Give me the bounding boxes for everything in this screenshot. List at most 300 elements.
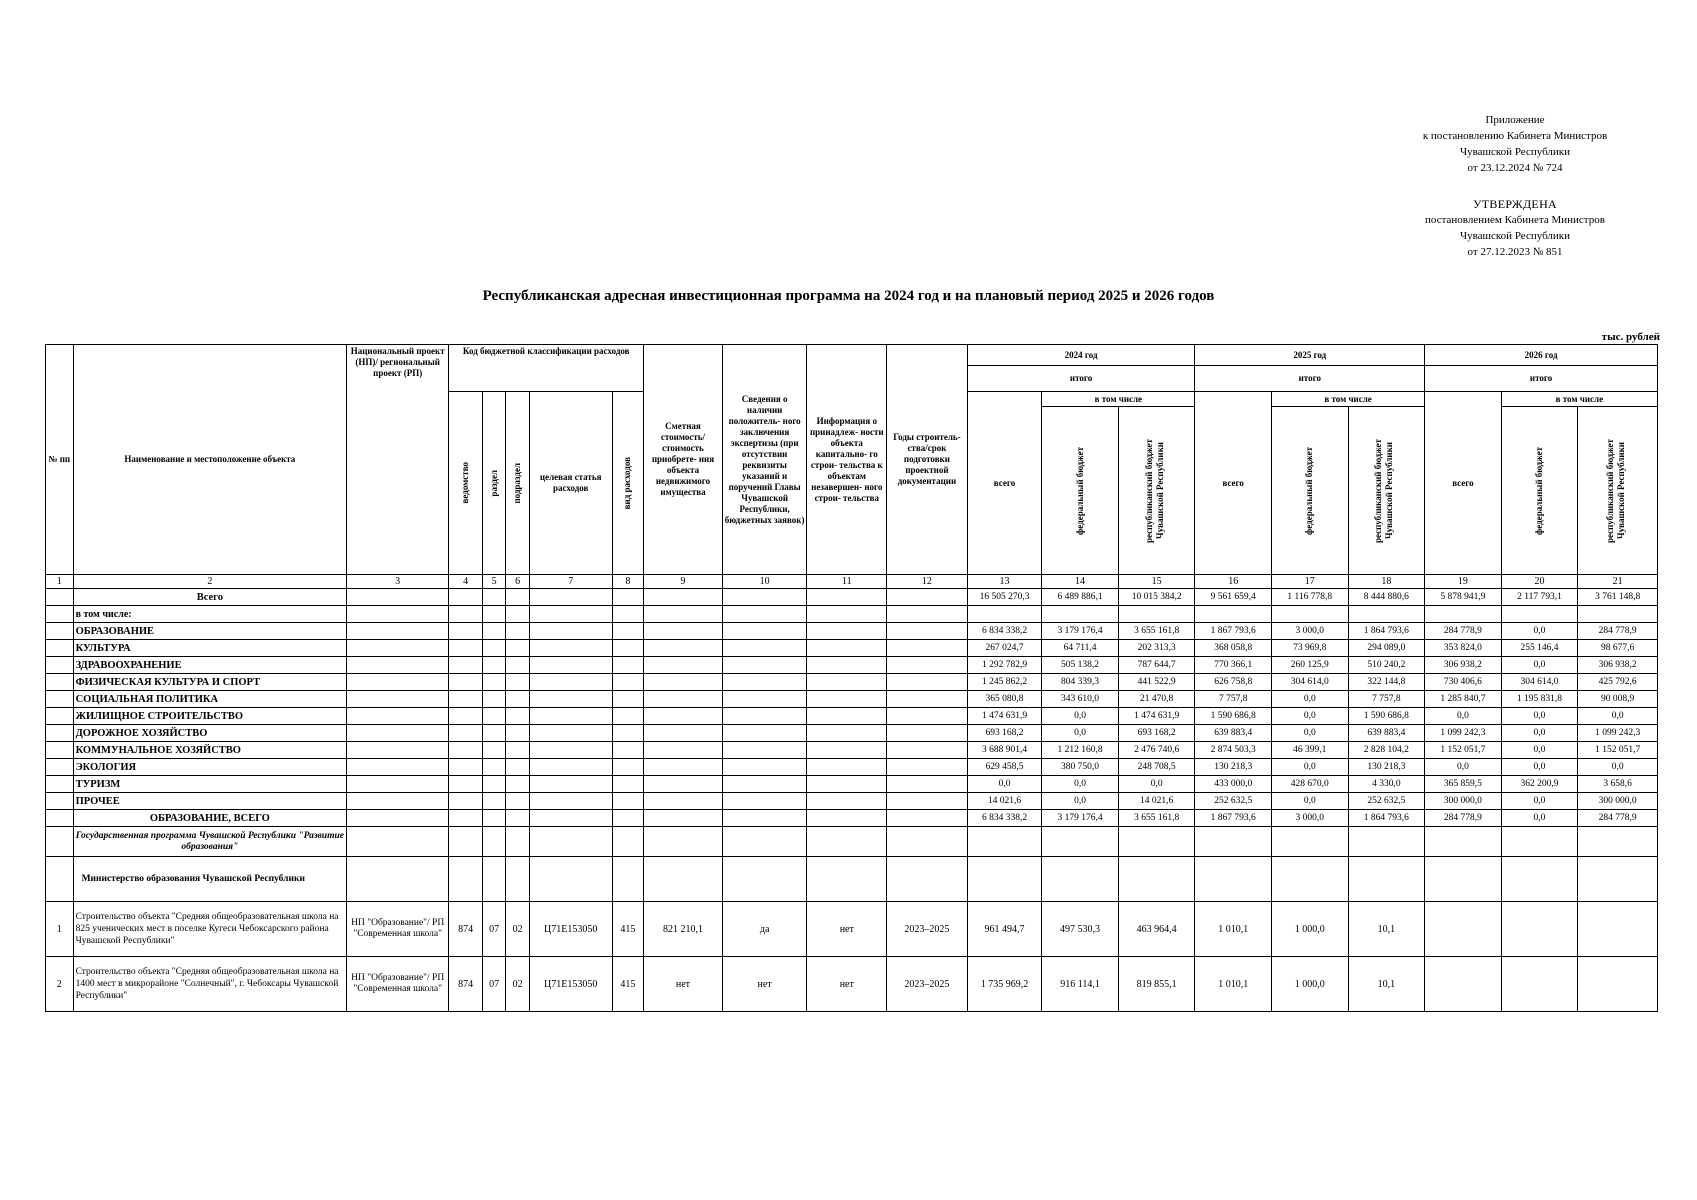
header-rep-2026 [1578, 407, 1658, 575]
object-number: 2 [46, 957, 74, 1012]
empty-cell [506, 708, 529, 725]
col-number: 8 [612, 575, 644, 589]
header-total-2026: всего [1425, 392, 1502, 575]
value-cell: 1 010,1 [1195, 957, 1272, 1012]
value-cell: 1 245 862,2 [967, 674, 1042, 691]
empty-cell [529, 742, 612, 759]
empty-cell [347, 640, 449, 657]
value-cell: 0,0 [1271, 793, 1348, 810]
value-cell: 7 757,8 [1348, 691, 1425, 708]
col-number: 3 [347, 575, 449, 589]
value-cell: 3 655 161,8 [1118, 810, 1195, 827]
value-cell: 3 761 148,8 [1578, 589, 1658, 606]
empty-cell [807, 708, 887, 725]
value-cell: 1 099 242,3 [1578, 725, 1658, 742]
object-cost: нет [644, 957, 723, 1012]
value-cell: 1 099 242,3 [1425, 725, 1502, 742]
value-cell: 365 080,8 [967, 691, 1042, 708]
empty-cell [644, 708, 723, 725]
value-cell: 0,0 [1118, 776, 1195, 793]
col-number: 17 [1271, 575, 1348, 589]
row-number [46, 623, 74, 640]
header-total-2025: всего [1195, 392, 1272, 575]
units-label: тыс. рублей [1601, 331, 1660, 343]
row-number [46, 793, 74, 810]
header-rep-2025 [1348, 407, 1425, 575]
empty-cell [529, 623, 612, 640]
row-number [46, 708, 74, 725]
value-cell: 260 125,9 [1271, 657, 1348, 674]
empty-cell [644, 691, 723, 708]
empty-cell [482, 674, 505, 691]
value-cell: 365 859,5 [1425, 776, 1502, 793]
value-cell: 819 855,1 [1118, 957, 1195, 1012]
header-incl-2026: в том числе [1501, 392, 1657, 407]
value-cell: 6 834 338,2 [967, 810, 1042, 827]
header-itogo: итого [1425, 366, 1658, 392]
empty-cell [722, 776, 807, 793]
value-cell: 353 824,0 [1425, 640, 1502, 657]
empty-cell [482, 623, 505, 640]
value-cell: 1 010,1 [1195, 902, 1272, 957]
object-years: 2023–2025 [887, 957, 968, 1012]
value-cell: 130 218,3 [1348, 759, 1425, 776]
empty-cell [482, 725, 505, 742]
empty-cell [722, 793, 807, 810]
value-cell: 3 000,0 [1271, 623, 1348, 640]
empty-cell [887, 742, 968, 759]
approved-line: Чувашской Республики [1459, 230, 1571, 242]
value-cell: 497 530,3 [1042, 902, 1119, 957]
value-cell: 1 735 969,2 [967, 957, 1042, 1012]
empty-cell [529, 708, 612, 725]
value-cell: 1 864 793,6 [1348, 623, 1425, 640]
value-cell: 284 778,9 [1578, 810, 1658, 827]
object-dept: 874 [449, 957, 483, 1012]
empty-cell [887, 725, 968, 742]
empty-cell [612, 793, 644, 810]
empty-cell [612, 657, 644, 674]
header-vr [612, 392, 644, 575]
value-cell: 428 670,0 [1271, 776, 1348, 793]
including-row [46, 606, 1658, 623]
value-cell: 2 476 740,6 [1118, 742, 1195, 759]
header-fed-2024 [1042, 407, 1119, 575]
empty-cell [506, 674, 529, 691]
empty-cell [807, 793, 887, 810]
value-cell: 693 168,2 [1118, 725, 1195, 742]
value-cell: 0,0 [1425, 708, 1502, 725]
object-row [46, 902, 1658, 957]
value-cell: 3 658,6 [1578, 776, 1658, 793]
empty-cell [807, 725, 887, 742]
approved-date: от 27.12.2023 № 851 [1467, 246, 1563, 258]
value-cell [1578, 957, 1658, 1012]
value-cell: 267 024,7 [967, 640, 1042, 657]
value-cell: 0,0 [1271, 759, 1348, 776]
empty-cell [887, 793, 968, 810]
section-row [46, 657, 1658, 674]
header-np: Национальный проект (НП)/ региональный проект (РП) [347, 345, 449, 575]
value-cell: 510 240,2 [1348, 657, 1425, 674]
value-cell: 252 632,5 [1195, 793, 1272, 810]
value-cell: 0,0 [1501, 759, 1578, 776]
appendix-line: к постановлению Кабинета Министров [1422, 130, 1608, 142]
value-cell: 294 089,0 [1348, 640, 1425, 657]
header-year-2024: 2024 год [967, 345, 1195, 366]
empty-cell [612, 776, 644, 793]
value-cell: 1 000,0 [1271, 902, 1348, 957]
object-row [46, 957, 1658, 1012]
empty-cell [529, 793, 612, 810]
empty-cell [347, 776, 449, 793]
empty-cell [506, 725, 529, 742]
value-cell: 284 778,9 [1425, 810, 1502, 827]
value-cell [1501, 902, 1578, 957]
section-label: ДОРОЖНОЕ ХОЗЯЙСТВО [73, 725, 347, 742]
header-total-2024: всего [967, 392, 1042, 575]
object-razdel: 07 [482, 902, 505, 957]
section-row [46, 640, 1658, 657]
value-cell [1578, 902, 1658, 957]
header-name: Наименование и местоположение объекта [73, 345, 347, 575]
value-cell: 6 834 338,2 [967, 623, 1042, 640]
col-number: 16 [1195, 575, 1272, 589]
empty-cell [529, 725, 612, 742]
value-cell: 693 168,2 [967, 725, 1042, 742]
section-row [46, 708, 1658, 725]
value-cell: 252 632,5 [1348, 793, 1425, 810]
col-number: 21 [1578, 575, 1658, 589]
value-cell [1425, 902, 1502, 957]
value-cell: 10,1 [1348, 902, 1425, 957]
value-cell: 3 655 161,8 [1118, 623, 1195, 640]
col-number: 13 [967, 575, 1042, 589]
header-fed-2026 [1501, 407, 1578, 575]
value-cell: 1 195 831,8 [1501, 691, 1578, 708]
empty-cell [347, 742, 449, 759]
value-cell: 0,0 [1501, 742, 1578, 759]
value-cell [1501, 957, 1578, 1012]
col-number: 20 [1501, 575, 1578, 589]
col-number: 14 [1042, 575, 1119, 589]
header-fed-label: федеральный бюджет [1533, 446, 1544, 535]
value-cell: 306 938,2 [1578, 657, 1658, 674]
empty-cell [644, 725, 723, 742]
empty-cell [347, 674, 449, 691]
empty-cell [722, 759, 807, 776]
col-number: 2 [73, 575, 347, 589]
empty-cell [449, 793, 483, 810]
empty-cell [482, 742, 505, 759]
value-cell: 4 330,0 [1348, 776, 1425, 793]
approved-heading: УТВЕРЖДЕНА [1472, 197, 1557, 211]
value-cell: 300 000,0 [1578, 793, 1658, 810]
header-podrazdel [506, 392, 529, 575]
empty-cell [887, 708, 968, 725]
value-cell: 1 864 793,6 [1348, 810, 1425, 827]
value-cell: 433 000,0 [1195, 776, 1272, 793]
ministry-row [46, 857, 1658, 902]
object-podrazdel: 02 [506, 902, 529, 957]
value-cell: 362 200,9 [1501, 776, 1578, 793]
value-cell: 639 883,4 [1195, 725, 1272, 742]
empty-cell [807, 640, 887, 657]
appendix-line: Чувашской Республики [1459, 146, 1571, 158]
approved-line: постановлением Кабинета Министров [1425, 214, 1605, 226]
empty-cell [722, 691, 807, 708]
appendix-block [1390, 112, 1640, 176]
value-cell: 3 179 176,4 [1042, 623, 1119, 640]
value-cell: 130 218,3 [1195, 759, 1272, 776]
object-cost: 821 210,1 [644, 902, 723, 957]
value-cell: 1 292 782,9 [967, 657, 1042, 674]
value-cell: 64 711,4 [1042, 640, 1119, 657]
empty-cell [449, 759, 483, 776]
empty-cell [887, 759, 968, 776]
object-csr: Ц71Е153050 [529, 902, 612, 957]
value-cell: 46 399,1 [1271, 742, 1348, 759]
value-cell: 626 758,8 [1195, 674, 1272, 691]
value-cell: 2 874 503,3 [1195, 742, 1272, 759]
row-number [46, 640, 74, 657]
header-rep-2024 [1118, 407, 1195, 575]
empty-cell [644, 742, 723, 759]
header-unfinished: Информация о принадлеж- ности объекта капитально- го строи- тельства к объектам незавершен- ного строи- тельства [807, 345, 887, 575]
empty-cell [722, 742, 807, 759]
value-cell: 0,0 [1042, 725, 1119, 742]
header-itogo: итого [967, 366, 1195, 392]
investment-program-table [45, 344, 1658, 1012]
col-number: 5 [482, 575, 505, 589]
empty-cell [529, 640, 612, 657]
empty-cell [449, 742, 483, 759]
empty-cell [347, 793, 449, 810]
empty-cell [612, 742, 644, 759]
empty-cell [347, 691, 449, 708]
value-cell: 1 152 051,7 [1578, 742, 1658, 759]
section-label: ПРОЧЕЕ [73, 793, 347, 810]
header-cost: Сметная стоимость/ стоимость приобрете- ния объекта недвижимого имущества [644, 345, 723, 575]
empty-cell [612, 759, 644, 776]
value-cell: 322 144,8 [1348, 674, 1425, 691]
object-number: 1 [46, 902, 74, 957]
empty-cell [506, 776, 529, 793]
empty-cell [644, 623, 723, 640]
header-fed-label: федеральный бюджет [1304, 446, 1315, 535]
empty-cell [506, 623, 529, 640]
education-total-label: ОБРАЗОВАНИЕ, ВСЕГО [73, 810, 347, 827]
empty-cell [529, 776, 612, 793]
header-no: № пп [46, 345, 74, 575]
value-cell: 787 644,7 [1118, 657, 1195, 674]
value-cell: 0,0 [1271, 691, 1348, 708]
empty-cell [612, 640, 644, 657]
gov-program-row [46, 827, 1658, 857]
value-cell: 441 522,9 [1118, 674, 1195, 691]
object-csr: Ц71Е153050 [529, 957, 612, 1012]
empty-cell [807, 674, 887, 691]
section-row [46, 776, 1658, 793]
value-cell: 304 614,0 [1271, 674, 1348, 691]
value-cell: 0,0 [1501, 623, 1578, 640]
section-label: ТУРИЗМ [73, 776, 347, 793]
empty-cell [506, 691, 529, 708]
row-number [46, 657, 74, 674]
empty-cell [612, 674, 644, 691]
empty-cell [449, 776, 483, 793]
value-cell: 7 757,8 [1195, 691, 1272, 708]
value-cell: 0,0 [1271, 725, 1348, 742]
ministry-label: Министерство образования Чувашской Республики [73, 857, 347, 902]
empty-cell [887, 691, 968, 708]
value-cell: 90 008,9 [1578, 691, 1658, 708]
empty-cell [722, 640, 807, 657]
section-row [46, 793, 1658, 810]
value-cell: 14 021,6 [1118, 793, 1195, 810]
section-label: ФИЗИЧЕСКАЯ КУЛЬТУРА И СПОРТ [73, 674, 347, 691]
empty-cell [722, 657, 807, 674]
empty-cell [506, 640, 529, 657]
col-number: 18 [1348, 575, 1425, 589]
empty-cell [529, 691, 612, 708]
col-number: 11 [807, 575, 887, 589]
header-podrazdel-label: подраздел [512, 462, 523, 504]
col-number: 10 [722, 575, 807, 589]
value-cell: 0,0 [1501, 725, 1578, 742]
empty-cell [612, 725, 644, 742]
value-cell: 0,0 [1578, 708, 1658, 725]
value-cell: 304 614,0 [1501, 674, 1578, 691]
value-cell: 8 444 880,6 [1348, 589, 1425, 606]
section-label: КОММУНАЛЬНОЕ ХОЗЯЙСТВО [73, 742, 347, 759]
row-number [46, 674, 74, 691]
empty-cell [722, 708, 807, 725]
value-cell: 6 489 886,1 [1042, 589, 1119, 606]
empty-cell [482, 776, 505, 793]
header-fed-2025 [1271, 407, 1348, 575]
object-expertise: да [722, 902, 807, 957]
object-unfinished: нет [807, 957, 887, 1012]
value-cell: 255 146,4 [1501, 640, 1578, 657]
empty-cell [807, 691, 887, 708]
sections-body [46, 623, 1658, 810]
empty-cell [807, 742, 887, 759]
header-expertise: Сведения о наличии положитель- ного заключения экспертизы (при отсутствии реквизиты указаний и поручений Главы Чувашской Республики, бюджетных заявок) [722, 345, 807, 575]
value-cell: 21 470,8 [1118, 691, 1195, 708]
total-label: Всего [73, 589, 347, 606]
col-number: 9 [644, 575, 723, 589]
object-national-project: НП "Образование"/ РП "Современная школа" [347, 902, 449, 957]
col-number: 15 [1118, 575, 1195, 589]
column-number-row [46, 575, 1658, 589]
section-row [46, 623, 1658, 640]
empty-cell [612, 623, 644, 640]
value-cell: 1 212 160,8 [1042, 742, 1119, 759]
col-number: 7 [529, 575, 612, 589]
value-cell: 0,0 [1501, 657, 1578, 674]
header-razdel-label: раздел [488, 469, 499, 497]
value-cell: 0,0 [1042, 708, 1119, 725]
object-podrazdel: 02 [506, 957, 529, 1012]
empty-cell [347, 725, 449, 742]
empty-cell [529, 759, 612, 776]
empty-cell [347, 708, 449, 725]
empty-cell [644, 657, 723, 674]
header-dept [449, 392, 483, 575]
header-rep-label: республиканский бюджет Чувашской Республики [1604, 438, 1626, 543]
empty-cell [887, 623, 968, 640]
value-cell: 0,0 [1042, 776, 1119, 793]
header-year-2026: 2026 год [1425, 345, 1658, 366]
empty-cell [887, 674, 968, 691]
row-number [46, 776, 74, 793]
value-cell: 5 878 941,9 [1425, 589, 1502, 606]
education-total-row [46, 810, 1658, 827]
value-cell: 368 058,8 [1195, 640, 1272, 657]
gov-program-label: Государственная программа Чувашской Республики "Развитие образования" [73, 827, 347, 857]
empty-cell [347, 657, 449, 674]
empty-cell [506, 793, 529, 810]
value-cell: 639 883,4 [1348, 725, 1425, 742]
value-cell: 0,0 [1501, 708, 1578, 725]
col-number: 1 [46, 575, 74, 589]
value-cell: 0,0 [967, 776, 1042, 793]
empty-cell [529, 674, 612, 691]
object-expertise: нет [722, 957, 807, 1012]
value-cell: 1 867 793,6 [1195, 810, 1272, 827]
value-cell: 2 117 793,1 [1501, 589, 1578, 606]
empty-cell [449, 640, 483, 657]
value-cell [1425, 957, 1502, 1012]
empty-cell [449, 657, 483, 674]
empty-cell [482, 708, 505, 725]
empty-cell [807, 623, 887, 640]
appendix-date: от 23.12.2024 № 724 [1467, 162, 1563, 174]
empty-cell [612, 691, 644, 708]
section-label: КУЛЬТУРА [73, 640, 347, 657]
value-cell: 248 708,5 [1118, 759, 1195, 776]
value-cell: 425 792,6 [1578, 674, 1658, 691]
value-cell: 3 688 901,4 [967, 742, 1042, 759]
value-cell: 2 828 104,2 [1348, 742, 1425, 759]
value-cell: 0,0 [1271, 708, 1348, 725]
total-row [46, 589, 1658, 606]
value-cell: 284 778,9 [1578, 623, 1658, 640]
section-row [46, 725, 1658, 742]
header-itogo: итого [1195, 366, 1425, 392]
empty-cell [347, 759, 449, 776]
empty-cell [644, 793, 723, 810]
row-number [46, 725, 74, 742]
approved-block [1390, 196, 1640, 260]
header-year-2025: 2025 год [1195, 345, 1425, 366]
value-cell: 306 938,2 [1425, 657, 1502, 674]
empty-cell [612, 708, 644, 725]
header-incl-2024: в том числе [1042, 392, 1195, 407]
empty-cell [529, 657, 612, 674]
object-name: Строительство объекта "Средняя общеобразовательная школа на 1400 мест в микрорайоне "Солнечный", г. Чебоксары Чувашской Республики" [73, 957, 347, 1012]
header-csr: целевая статья расходов [529, 392, 612, 575]
section-label: ЖИЛИЩНОЕ СТРОИТЕЛЬСТВО [73, 708, 347, 725]
empty-cell [887, 776, 968, 793]
section-label: ОБРАЗОВАНИЕ [73, 623, 347, 640]
section-row [46, 674, 1658, 691]
value-cell: 1 285 840,7 [1425, 691, 1502, 708]
value-cell: 98 677,6 [1578, 640, 1658, 657]
value-cell: 1 116 778,8 [1271, 589, 1348, 606]
col-number: 6 [506, 575, 529, 589]
